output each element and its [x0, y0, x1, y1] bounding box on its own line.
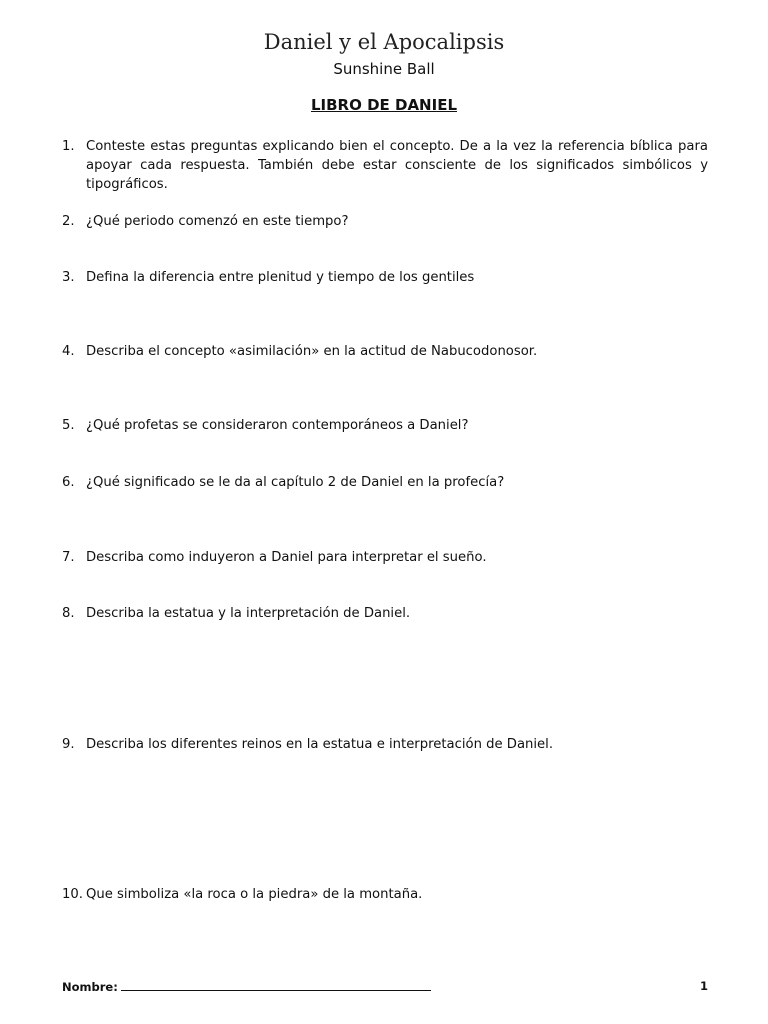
question-text: Describa el concepto «asimilación» en la actitud de Nabucodonosor. — [86, 344, 538, 359]
question-number: 10. — [62, 887, 83, 902]
question-number: 1. — [62, 139, 75, 154]
footer-name-field — [62, 979, 431, 994]
question-number: 6. — [62, 475, 75, 490]
document-title: Daniel y el Apocalipsis — [263, 30, 505, 54]
question-4 — [62, 342, 708, 361]
question-text: Defina la diferencia entre plenitud y tiempo de los gentiles — [86, 270, 475, 285]
page-number: 1 — [699, 979, 708, 993]
question-9 — [62, 735, 708, 754]
name-underline — [121, 979, 431, 991]
question-number: 8. — [62, 606, 75, 621]
question-text: ¿Qué significado se le da al capítulo 2 de Daniel en la profecía? — [86, 475, 505, 490]
question-1 — [62, 137, 708, 194]
question-3 — [62, 268, 708, 287]
question-number: 7. — [62, 550, 75, 565]
question-5 — [62, 416, 708, 435]
question-8 — [62, 604, 708, 623]
question-text: Describa la estatua y la interpretación de Daniel. — [86, 606, 411, 621]
question-text: Que simboliza «la roca o la piedra» de la montaña. — [86, 887, 423, 902]
question-text: ¿Qué periodo comenzó en este tiempo? — [86, 214, 349, 229]
document-subtitle: Sunshine Ball — [333, 60, 435, 78]
question-number: 4. — [62, 344, 75, 359]
question-number: 5. — [62, 418, 75, 433]
question-number: 2. — [62, 214, 75, 229]
question-text: Describa como induyeron a Daniel para interpretar el sueño. — [86, 550, 487, 565]
question-2 — [62, 212, 708, 231]
question-7 — [62, 548, 708, 567]
question-number: 3. — [62, 270, 75, 285]
name-label: Nombre: — [62, 980, 118, 994]
question-10 — [62, 885, 708, 904]
question-text: ¿Qué profetas se consideraron contemporáneos a Daniel? — [86, 418, 469, 433]
question-text: Describa los diferentes reinos en la estatua e interpretación de Daniel. — [86, 737, 554, 752]
section-heading: LIBRO DE DANIEL — [310, 96, 457, 114]
question-6 — [62, 473, 708, 492]
question-number: 9. — [62, 737, 75, 752]
question-text: Conteste estas preguntas explicando bien el concepto. De a la vez la referencia bíblica para apoyar cada respuesta. También debe estar consciente de los significados simbólicos y tipográficos. — [86, 139, 708, 192]
